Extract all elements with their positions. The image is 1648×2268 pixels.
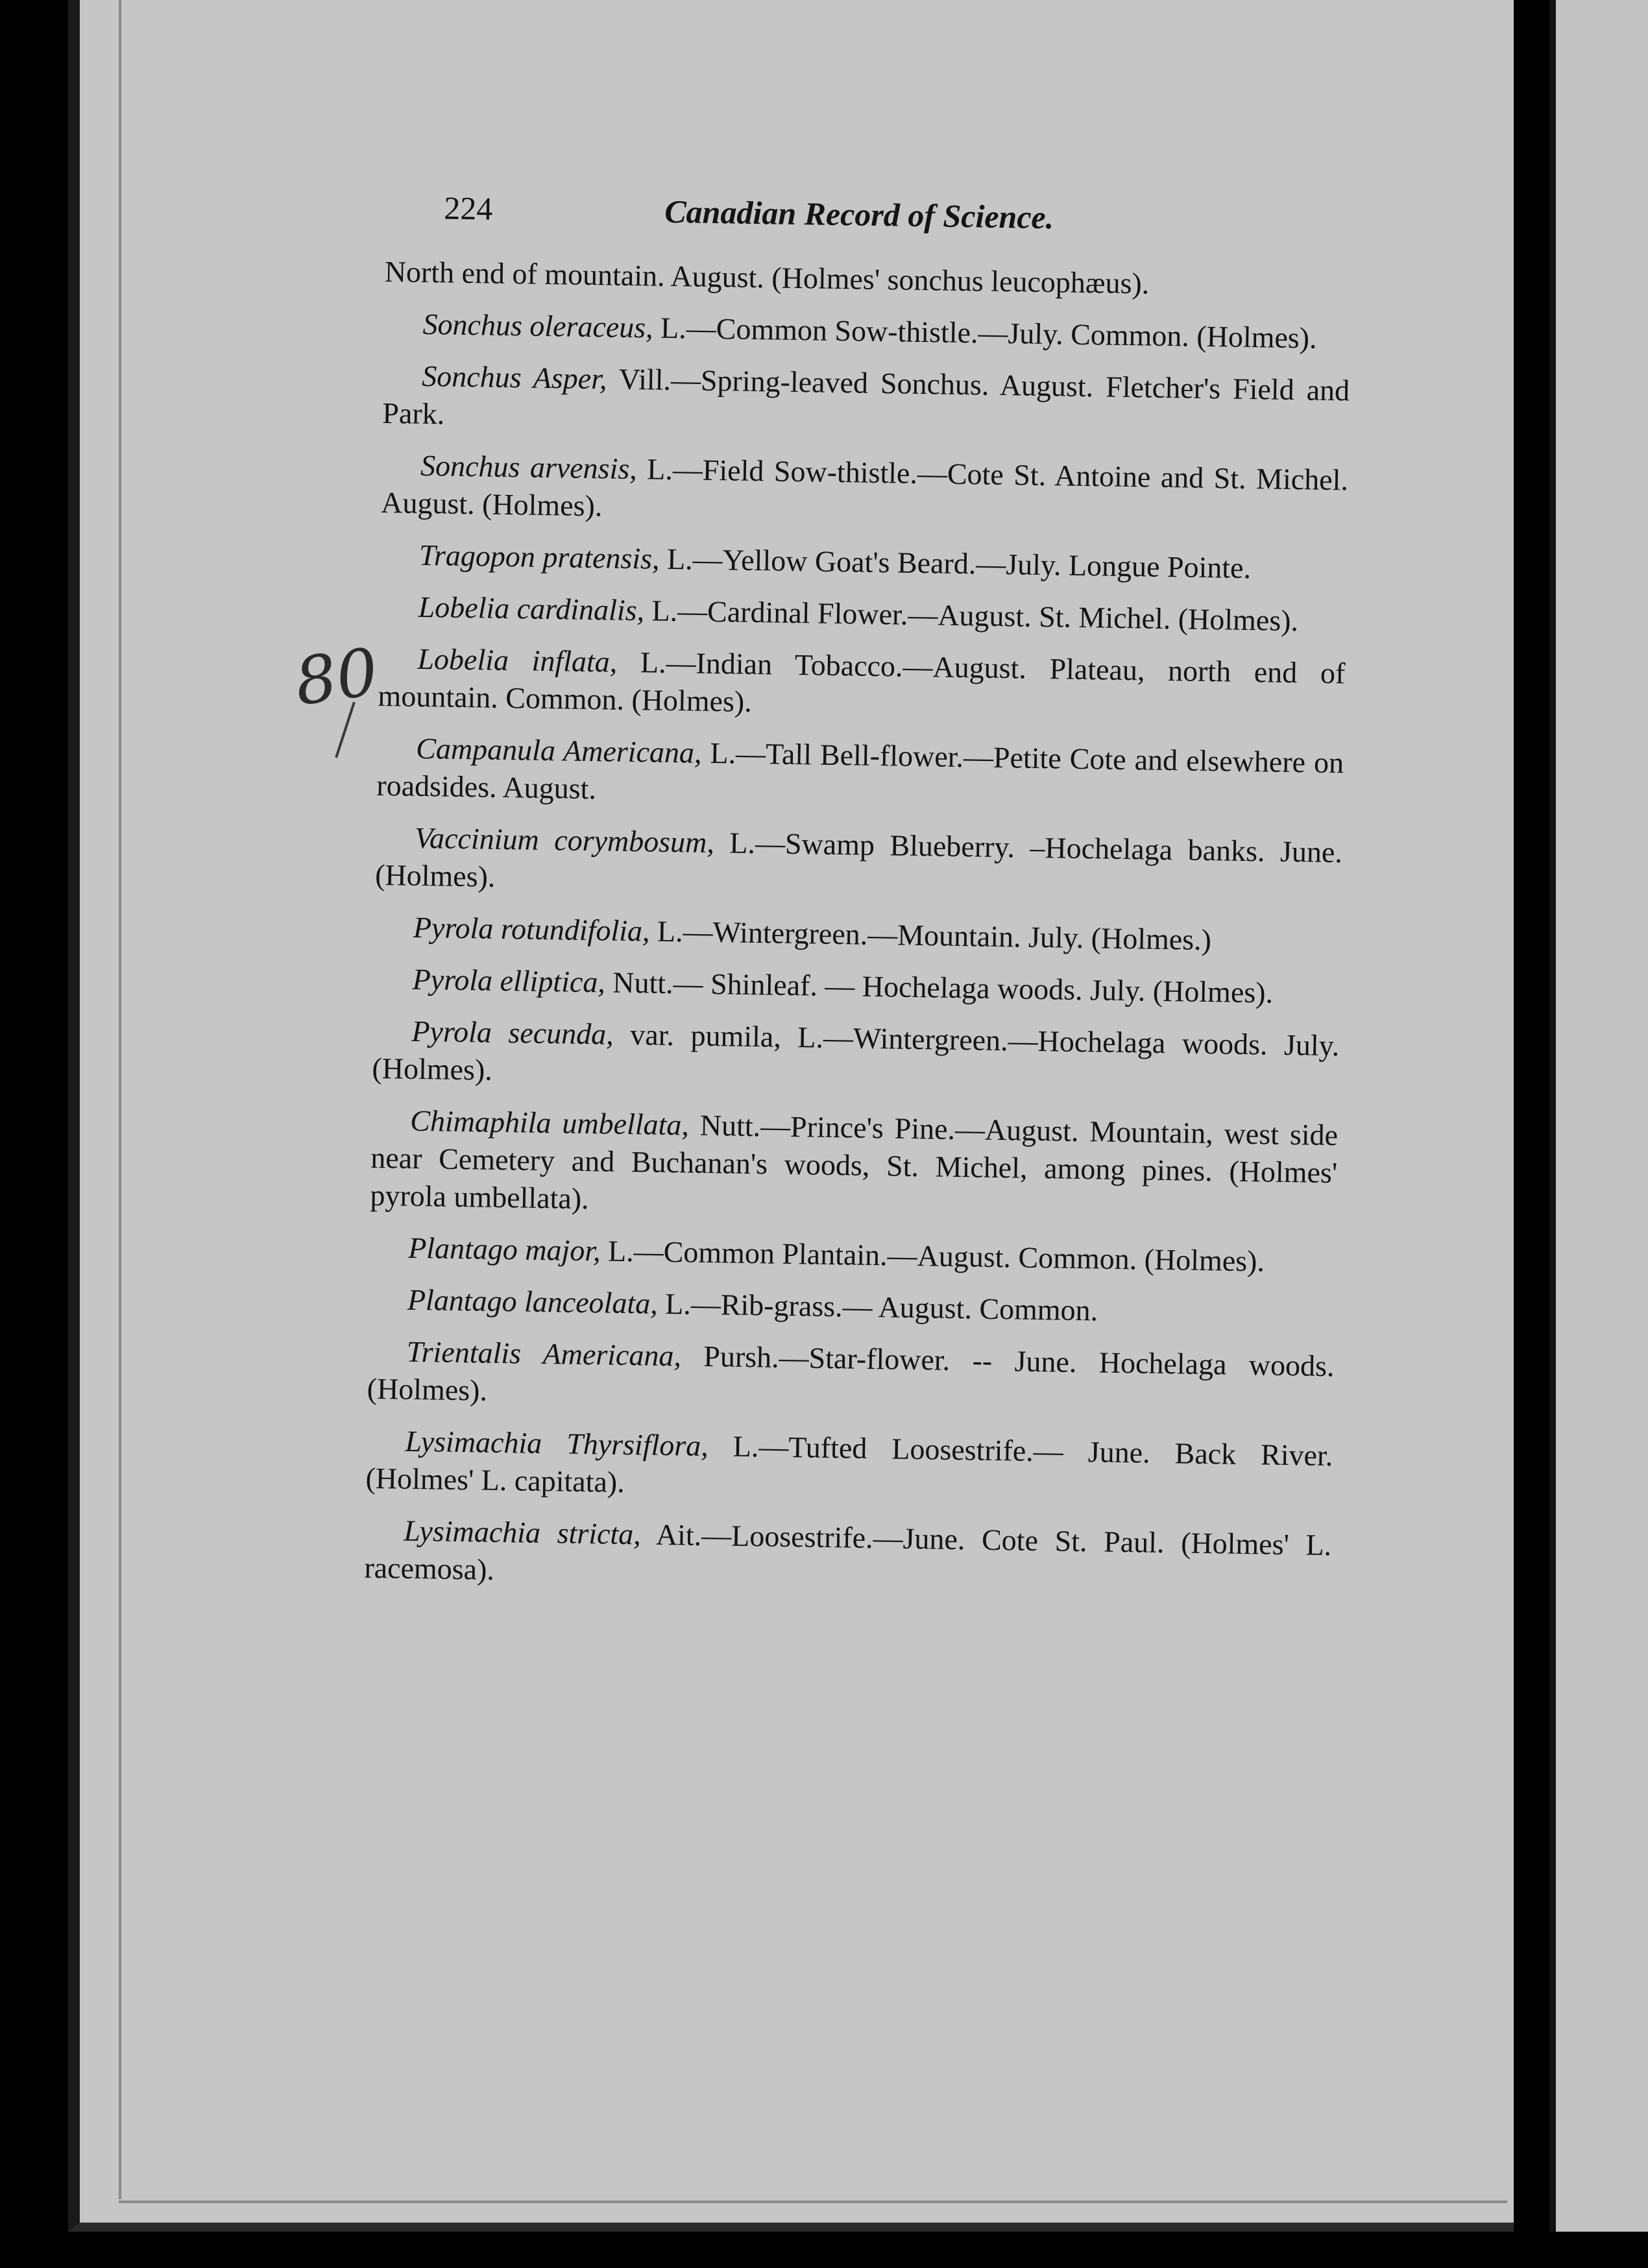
species-name: Lobelia cardinalis, xyxy=(418,590,645,627)
entry-15 xyxy=(367,1333,1335,1423)
species-name: Pyrola secunda, xyxy=(411,1014,614,1051)
species-name: Trientalis Americana, xyxy=(406,1334,682,1373)
species-name: Sonchus arvensis, xyxy=(420,448,638,486)
entry-17 xyxy=(364,1512,1332,1602)
entry-text: Vill.—Spring-leaved Sonchus. August. Fletcher's Field and Park. xyxy=(382,362,1350,431)
entry-text: L.—Swamp Blueberry. –Hochelaga banks. June. (Holmes). xyxy=(374,826,1343,893)
entry-text: L.—Tall Bell-flower.—Petite Cote and elsewhere on roadsides. August. xyxy=(376,736,1344,806)
entry-text: L.—Field Sow-thistle.—Cote St. Antoine and St. Michel. August. (Holmes). xyxy=(380,452,1349,523)
entry-13 xyxy=(369,1229,1337,1281)
entry-7 xyxy=(376,729,1344,819)
entry-5 xyxy=(379,588,1346,640)
entry-text: L.—Yellow Goat's Beard.—July. Longue Pointe. xyxy=(659,542,1252,585)
entry-text: Pursh.—Star-flower. -- June. Hochelaga woods. (Holmes). xyxy=(367,1339,1335,1407)
species-name: Pyrola rotundifolia, xyxy=(413,910,650,948)
entry-10 xyxy=(373,960,1340,1013)
species-name: Plantago major, xyxy=(407,1231,601,1268)
entry-text: North end of mountain. August. (Holmes' sonchus leucophæus). xyxy=(384,254,1150,300)
page-bottom-line xyxy=(119,2201,1507,2203)
entry-text: L.—Rib-grass.— August. Common. xyxy=(657,1286,1098,1327)
entry-12 xyxy=(370,1102,1339,1229)
species-name: Chimaphila umbellata, xyxy=(409,1104,690,1142)
page-fold-line xyxy=(119,0,121,2199)
species-name: Sonchus Asper, xyxy=(421,359,607,396)
entry-text: L.—Tufted Loosestrife.— June. Back River. (Holmes' L. capitata). xyxy=(365,1429,1333,1499)
entry-text: L.—Wintergreen.—Mountain. July. (Holmes.) xyxy=(649,914,1212,957)
species-name: Plantago lanceolata, xyxy=(407,1283,659,1320)
entry-9 xyxy=(374,908,1341,961)
entry-11 xyxy=(372,1012,1340,1102)
entry-16 xyxy=(365,1422,1333,1512)
adjacent-page-edge xyxy=(1549,0,1648,2232)
species-name: Lysimachia Thyrsiflora, xyxy=(405,1424,709,1463)
species-name: Vaccinium corymbosum, xyxy=(414,821,715,860)
page-header xyxy=(385,182,1353,268)
margin-handwriting: 80 xyxy=(290,633,383,721)
page-text xyxy=(364,182,1353,1616)
entry-6 xyxy=(378,640,1346,730)
entry-text: L.—Common Sow-thistle.—July. Common. (Holmes). xyxy=(653,311,1318,355)
entry-4 xyxy=(380,536,1348,588)
entry-text: L.—Indian Tobacco.—August. Plateau, north end of mountain. Common. (Holmes). xyxy=(378,645,1346,718)
entry-1 xyxy=(383,305,1351,357)
page-number: 224 xyxy=(443,189,493,227)
species-name: Tragopon pratensis, xyxy=(418,538,660,575)
species-name: Pyrola elliptica, xyxy=(412,962,606,999)
entry-14 xyxy=(368,1281,1335,1333)
species-name: Lobelia inflata, xyxy=(417,642,618,679)
entry-text: Nutt.—Prince's Pine.—August. Mountain, west side near Cemetery and Buchanan's woods, St. Michel, among pines. (Holmes' pyrola umbellata). xyxy=(370,1108,1339,1216)
entry-8 xyxy=(375,819,1343,909)
entry-text: Nutt.— Shinleaf. — Hochelaga woods. July. (Holmes). xyxy=(605,965,1274,1009)
entry-text: L.—Cardinal Flower.—August. St. Michel. (Holmes). xyxy=(644,594,1299,638)
entry-2 xyxy=(382,357,1350,447)
running-title: Canadian Record of Science. xyxy=(664,193,1054,236)
entry-3 xyxy=(381,446,1349,537)
species-name: Sonchus oleraceus, xyxy=(422,307,654,344)
species-name: Lysimachia stricta, xyxy=(403,1514,642,1551)
entry-text: Ait.—Loosestrife.—June. Cote St. Paul. (Holmes' L. racemosa). xyxy=(364,1517,1332,1586)
entry-text: L.—Common Plantain.—August. Common. (Holmes). xyxy=(600,1234,1265,1278)
entry-text: var. pumila, L.—Wintergreen.—Hochelaga woods. July. (Holmes). xyxy=(372,1017,1340,1087)
species-name: Campanula Americana, xyxy=(415,731,702,769)
